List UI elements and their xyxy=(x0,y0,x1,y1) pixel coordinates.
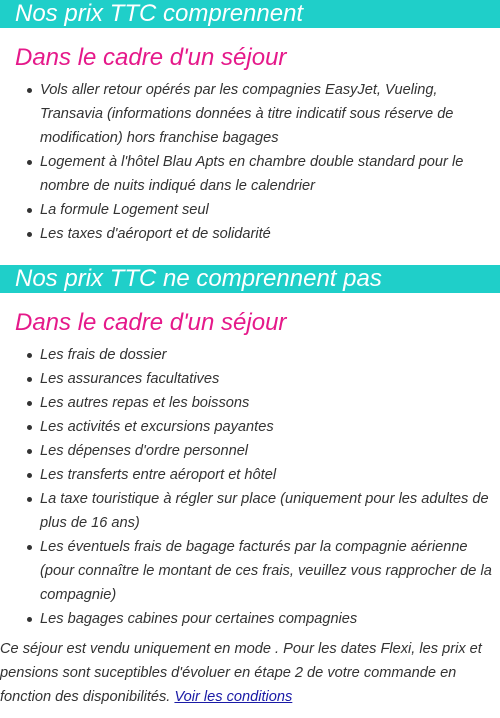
conditions-note xyxy=(0,637,500,709)
price-excluded-section xyxy=(0,265,500,631)
list-item-text: Les taxes d'aéroport et de solidarité xyxy=(40,226,271,242)
bullet-icon xyxy=(27,208,32,213)
list-item xyxy=(40,198,500,222)
bullet-icon xyxy=(27,497,32,502)
list-item-text: Les transferts entre aéroport et hôtel xyxy=(40,467,277,483)
list-item xyxy=(40,487,500,535)
included-band-title: Nos prix TTC comprennent xyxy=(0,0,500,28)
list-item xyxy=(40,78,500,150)
excluded-subtitle: Dans le cadre d'un séjour xyxy=(15,309,287,336)
list-item-text: Les autres repas et les boissons xyxy=(40,395,250,411)
list-item-text: Vols aller retour opérés par les compagnies EasyJet, Vueling, Transavia (informations données à titre indicatif sous réserve de modification) hors franchise bagages xyxy=(40,82,454,146)
list-item-text: La formule Logement seul xyxy=(40,202,209,218)
list-item xyxy=(40,415,500,439)
conditions-note-text: Ce séjour est vendu uniquement en mode . Pour les dates Flexi, les prix et pensions sont suceptibles d'évoluer en étape 2 de votre commande en fonction des disponibilités. xyxy=(0,641,482,705)
bullet-icon xyxy=(27,353,32,358)
list-item xyxy=(40,367,500,391)
list-item xyxy=(40,343,500,367)
bullet-icon xyxy=(27,401,32,406)
list-item-text: Logement à l'hôtel Blau Apts en chambre double standard pour le nombre de nuits indiqué dans le calendrier xyxy=(40,154,464,194)
bullet-icon xyxy=(27,160,32,165)
included-list xyxy=(0,78,500,246)
list-item-text: Les bagages cabines pour certaines compagnies xyxy=(40,611,358,627)
bullet-icon xyxy=(27,449,32,454)
list-item-text: Les assurances facultatives xyxy=(40,371,220,387)
excluded-band-title: Nos prix TTC ne comprennent pas xyxy=(0,265,500,293)
bullet-icon xyxy=(27,617,32,622)
list-item-text: Les frais de dossier xyxy=(40,347,167,363)
bullet-icon xyxy=(27,88,32,93)
list-item xyxy=(40,222,500,246)
bullet-icon xyxy=(27,425,32,430)
excluded-list xyxy=(0,343,500,631)
list-item xyxy=(40,439,500,463)
list-item xyxy=(40,463,500,487)
list-item xyxy=(40,535,500,607)
price-included-section xyxy=(0,0,500,246)
list-item xyxy=(40,150,500,198)
list-item-text: Les éventuels frais de bagage facturés par la compagnie aérienne (pour connaître le montant de ces frais, veuillez vous rapprocher de la compagnie) xyxy=(40,539,492,603)
bullet-icon xyxy=(27,545,32,550)
list-item-text: Les dépenses d'ordre personnel xyxy=(40,443,249,459)
bullet-icon xyxy=(27,232,32,237)
list-item xyxy=(40,607,500,631)
list-item xyxy=(40,391,500,415)
list-item-text: La taxe touristique à régler sur place (uniquement pour les adultes de plus de 16 ans) xyxy=(40,491,489,531)
list-item-text: Les activités et excursions payantes xyxy=(40,419,274,435)
included-subtitle: Dans le cadre d'un séjour xyxy=(15,44,287,71)
conditions-link[interactable]: Voir les conditions xyxy=(174,689,293,705)
bullet-icon xyxy=(27,377,32,382)
bullet-icon xyxy=(27,473,32,478)
